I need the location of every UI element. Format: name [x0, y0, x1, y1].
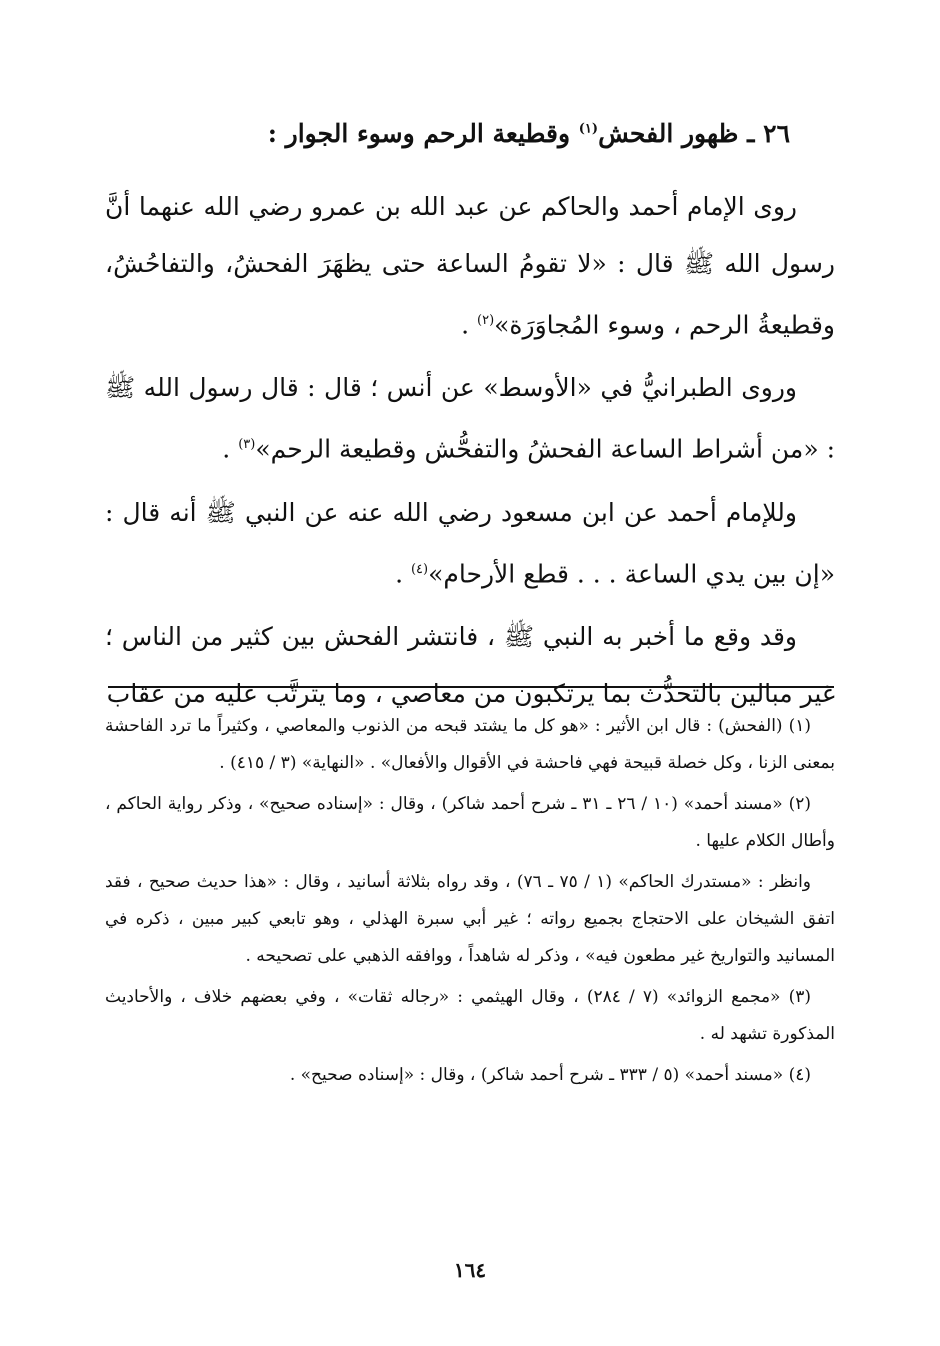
heading-title-rest: وقطيعة الرحم وسوء الجوار :	[267, 119, 579, 148]
paragraph-1	[105, 178, 835, 353]
footnote-ref-4: (٤)	[410, 561, 429, 577]
page-number: ١٦٤	[453, 1258, 487, 1282]
footnote-2-continued: وانظر : «مستدرك الحاكم» (١ / ٧٥ ـ ٧٦) ، وقد رواه بثلاثة أسانيد ، وقال : «هذا حديث صحيح ، فقد اتفق الشيخان على الاحتجاج بجميع رواته ؛ غير أبي سبرة الهذلي ، وهو تابعي كبير مبين ، ذكره في المسانيد والتواريخ غير مطعون فيه» ، وذكر له شاهداً ، ووافقه الذهبي على تصحيحه .	[105, 872, 835, 966]
paragraph-4: وقد وقع ما أخبر به النبي ﷺ ، فانتشر الفحش بين كثير من الناس ؛ غير مبالين بالتحدُّث بما يرتكبون من معاصي ، وما يترتَّب عليه من عقاب	[105, 621, 835, 708]
section-heading	[110, 118, 790, 151]
footnote-1: (١) (الفحش) : قال ابن الأثير : «هو كل ما يشتد قبحه من الذنوب والمعاصي ، وكثيراً ما ترد الفاحشة بمعنى الزنا ، وكل خصلة قبيحة فهي فاحشة في الأقوال والأفعال» . «النهاية» (٣ / ٤١٥) .	[105, 716, 835, 773]
paragraph-3	[105, 484, 835, 602]
heading-title: ٢٦ ـ ظهور الفحش	[598, 119, 790, 148]
paragraph-2-end: .	[222, 434, 239, 464]
footnote-2: (٢) «مسند أحمد» (١٠ / ٢٦ ـ ٣١ ـ شرح أحمد شاكر) ، وقال : «إسناده صحيح» ، وذكر رواية الحاكم ، وأطال الكلام عليها .	[105, 794, 835, 851]
heading-footnote-ref: (١)	[578, 121, 599, 137]
paragraph-3-text: وللإمام أحمد عن ابن مسعود رضي الله عنه عن النبي ﷺ أنه قال : «إن بين يدي الساعة . . . قطع الأرحام»	[105, 497, 835, 588]
paragraph-1-end: .	[461, 310, 477, 340]
main-text	[105, 178, 835, 728]
footnote-ref-3: (٣)	[238, 437, 256, 453]
footnote-ref-2: (٢)	[477, 313, 495, 328]
footnote-3: (٣) «مجمع الزوائد» (٧ / ٢٨٤) ، وقال الهيثمي : «رجاله ثقات» ، وفي بعضهم خلاف ، والأحاديث المذكورة تشهد له .	[105, 987, 835, 1044]
paragraph-1-text: روى الإمام أحمد والحاكم عن عبد الله بن عمرو رضي الله عنهما أنَّ رسول الله ﷺ قال : «لا تقومُ الساعة حتى يظهَرَ الفحشُ، والتفاحُشُ، وقطيعةُ الرحم ، وسوء المُجاوَرَة»	[105, 192, 835, 340]
paragraph-2-text: وروى الطبرانيُّ في «الأوسط» عن أنس ؛ قال : قال رسول الله ﷺ : «من أشراط الساعة الفحشُ والتفحُّش وقطيعة الرحم»	[105, 373, 835, 464]
footnote-divider	[108, 686, 834, 688]
paragraph-2	[105, 359, 835, 477]
footnotes	[105, 708, 835, 1098]
footnote-4: (٤) «مسند أحمد» (٥ / ٣٣٣ ـ شرح أحمد شاكر) ، وقال : «إسناده صحيح» .	[289, 1065, 811, 1085]
paragraph-3-end: .	[395, 558, 411, 588]
